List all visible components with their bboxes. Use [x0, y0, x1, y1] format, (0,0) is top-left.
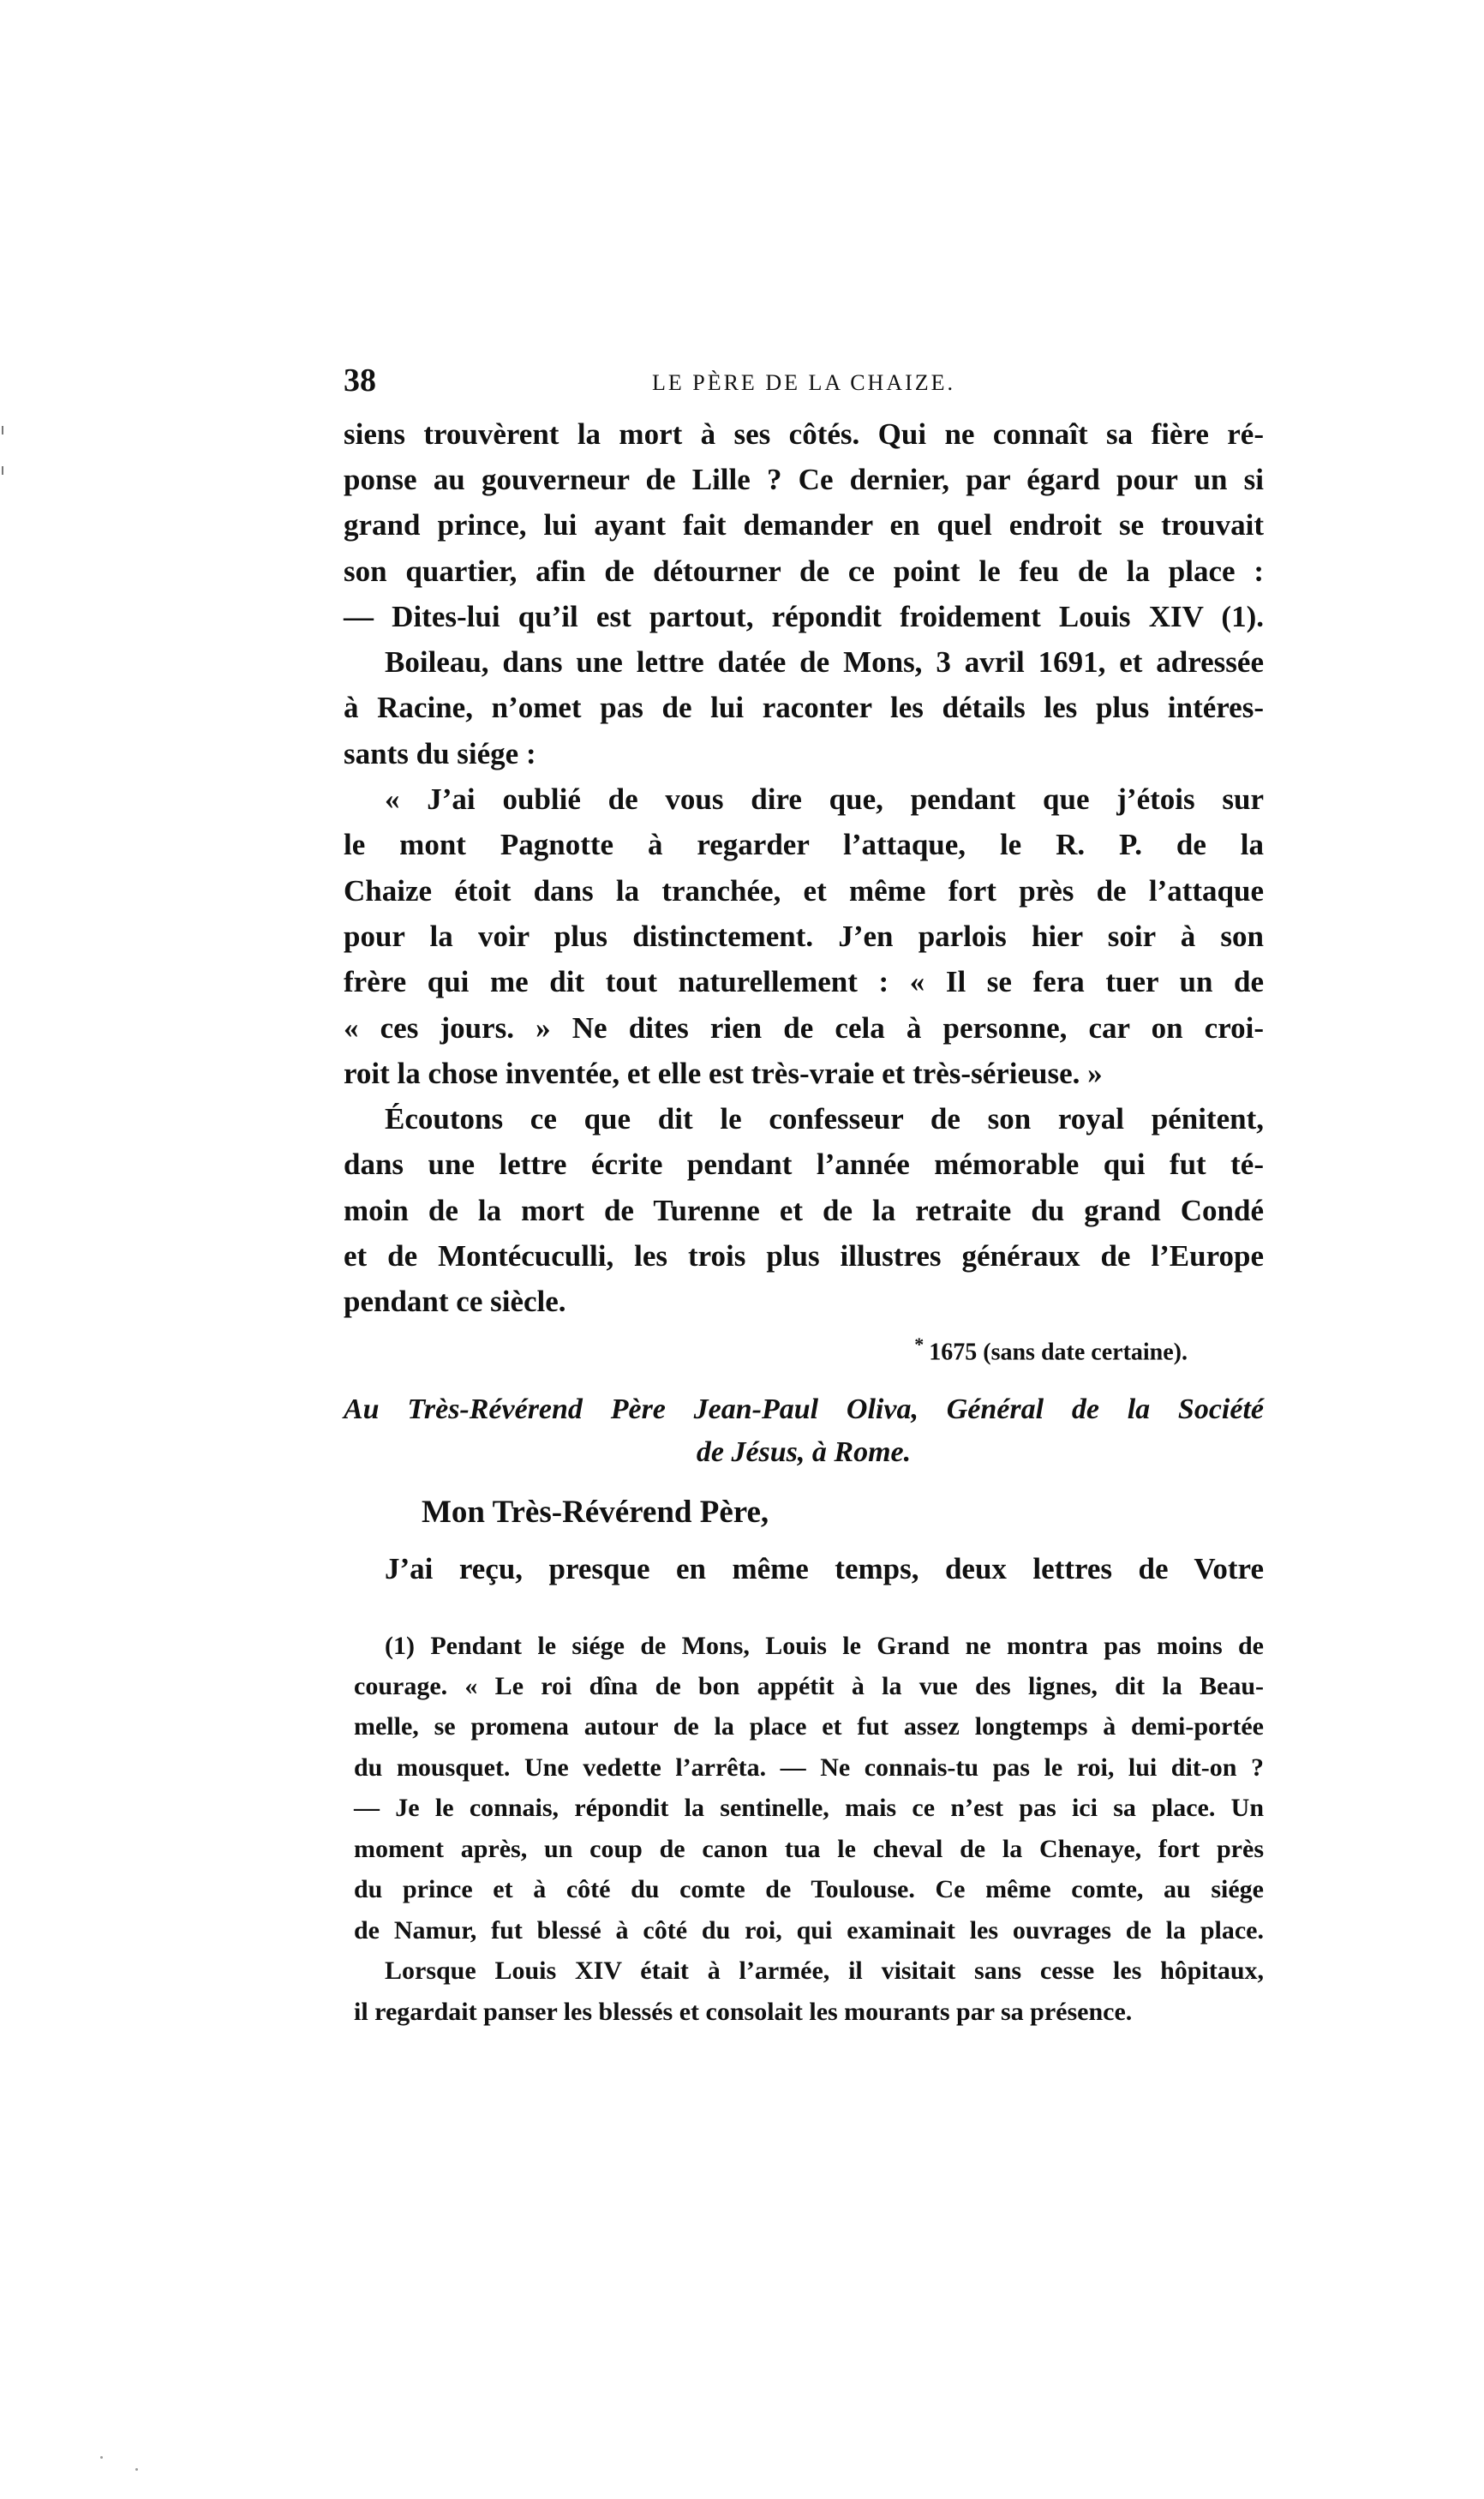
footnote-line: — Je le connais, répondit la sentinelle, mais ce n’est pas ici sa place. Un	[354, 1794, 1264, 1822]
scan-speck	[135, 2468, 138, 2471]
letter-salutation: Mon Très-Révérend Père,	[422, 1495, 769, 1530]
footnote-line: du mousquet. Une vedette l’arrêta. — Ne connais-tu pas le roi, lui dit-on ?	[354, 1753, 1264, 1782]
quote-line: le mont Pagnotte à regarder l’attaque, le R. P. de la	[344, 828, 1264, 861]
body-line: grand prince, lui ayant fait demander en quel endroit se trouvait	[344, 508, 1264, 542]
scan-speck	[100, 2456, 103, 2459]
scan-edge-mark	[2, 426, 3, 434]
footnote-line: melle, se promena autour de la place et fut assez longtemps à demi-portée	[354, 1712, 1264, 1741]
body-line: dans une lettre écrite pendant l’année mémorable qui fut té-	[344, 1148, 1264, 1181]
body-line: et de Montécuculli, les trois plus illustres généraux de l’Europe	[344, 1239, 1264, 1273]
footnote-line: il regardait panser les blessés et consolait les mourants par sa présence.	[354, 1998, 1133, 2026]
letter-first-line: J’ai reçu, presque en même temps, deux lettres de Votre	[385, 1552, 1264, 1585]
letter-address-line: de Jésus, à Rome.	[696, 1436, 912, 1468]
body-line: à Racine, n’omet pas de lui raconter les détails les plus intéres-	[344, 691, 1264, 724]
running-head-title: LE PÈRE DE LA CHAIZE.	[651, 370, 956, 395]
footnote-line: courage. « Le roi dîna de bon appétit à la vue des lignes, dit la Beau-	[354, 1672, 1264, 1700]
body-line: son quartier, afin de détourner de ce point le feu de la place :	[344, 554, 1264, 588]
footnote-line: Lorsque Louis XIV était à l’armée, il visitait sans cesse les hôpitaux,	[385, 1957, 1264, 1985]
body-line: sants du siége :	[344, 737, 536, 770]
body-line: pendant ce siècle.	[344, 1285, 566, 1318]
running-head	[344, 363, 1264, 398]
body-line: siens trouvèrent la mort à ses côtés. Qui ne connaît sa fière ré-	[344, 417, 1264, 451]
letter-address-line: Au Très-Révérend Père Jean-Paul Oliva, Général de la Société	[344, 1393, 1264, 1425]
quote-line: roit la chose inventée, et elle est très-vraie et très-sérieuse. »	[344, 1057, 1103, 1090]
body-line: ponse au gouverneur de Lille ? Ce dernier, par égard pour un si	[344, 463, 1264, 496]
footnote-line: de Namur, fut blessé à côté du roi, qui examinait les ouvrages de la place.	[354, 1916, 1264, 1945]
quote-line: Chaize étoit dans la tranchée, et même fort près de l’attaque	[344, 874, 1264, 908]
body-line: Boileau, dans une lettre datée de Mons, 3 avril 1691, et adressée	[385, 645, 1264, 679]
footnote-line: du prince et à côté du comte de Toulouse. Ce même comte, au siége	[354, 1875, 1264, 1903]
date-text: 1675 (sans date certaine).	[929, 1339, 1188, 1366]
quote-line: frère qui me dit tout naturellement : « Il se fera tuer un de	[344, 965, 1264, 998]
date-marker: *	[914, 1333, 925, 1355]
quote-line: pour la voir plus distinctement. J’en parlois hier soir à son	[344, 920, 1264, 953]
quote-line: « ces jours. » Ne dites rien de cela à personne, car on croi-	[344, 1011, 1264, 1045]
page-number: 38	[344, 363, 376, 399]
body-line: moin de la mort de Turenne et de la retraite du grand Condé	[344, 1194, 1264, 1227]
scan-edge-mark	[2, 466, 3, 475]
letter-date	[344, 1330, 1188, 1367]
footnote-line: moment après, un coup de canon tua le cheval de la Chenaye, fort près	[354, 1835, 1264, 1863]
footnote-line: (1) Pendant le siége de Mons, Louis le Grand ne montra pas moins de	[385, 1632, 1264, 1660]
quote-line: « J’ai oublié de vous dire que, pendant que j’étois sur	[385, 782, 1264, 816]
body-line: — Dites-lui qu’il est partout, répondit froidement Louis XIV (1).	[344, 600, 1264, 633]
body-line: Écoutons ce que dit le confesseur de son royal pénitent,	[385, 1102, 1264, 1136]
